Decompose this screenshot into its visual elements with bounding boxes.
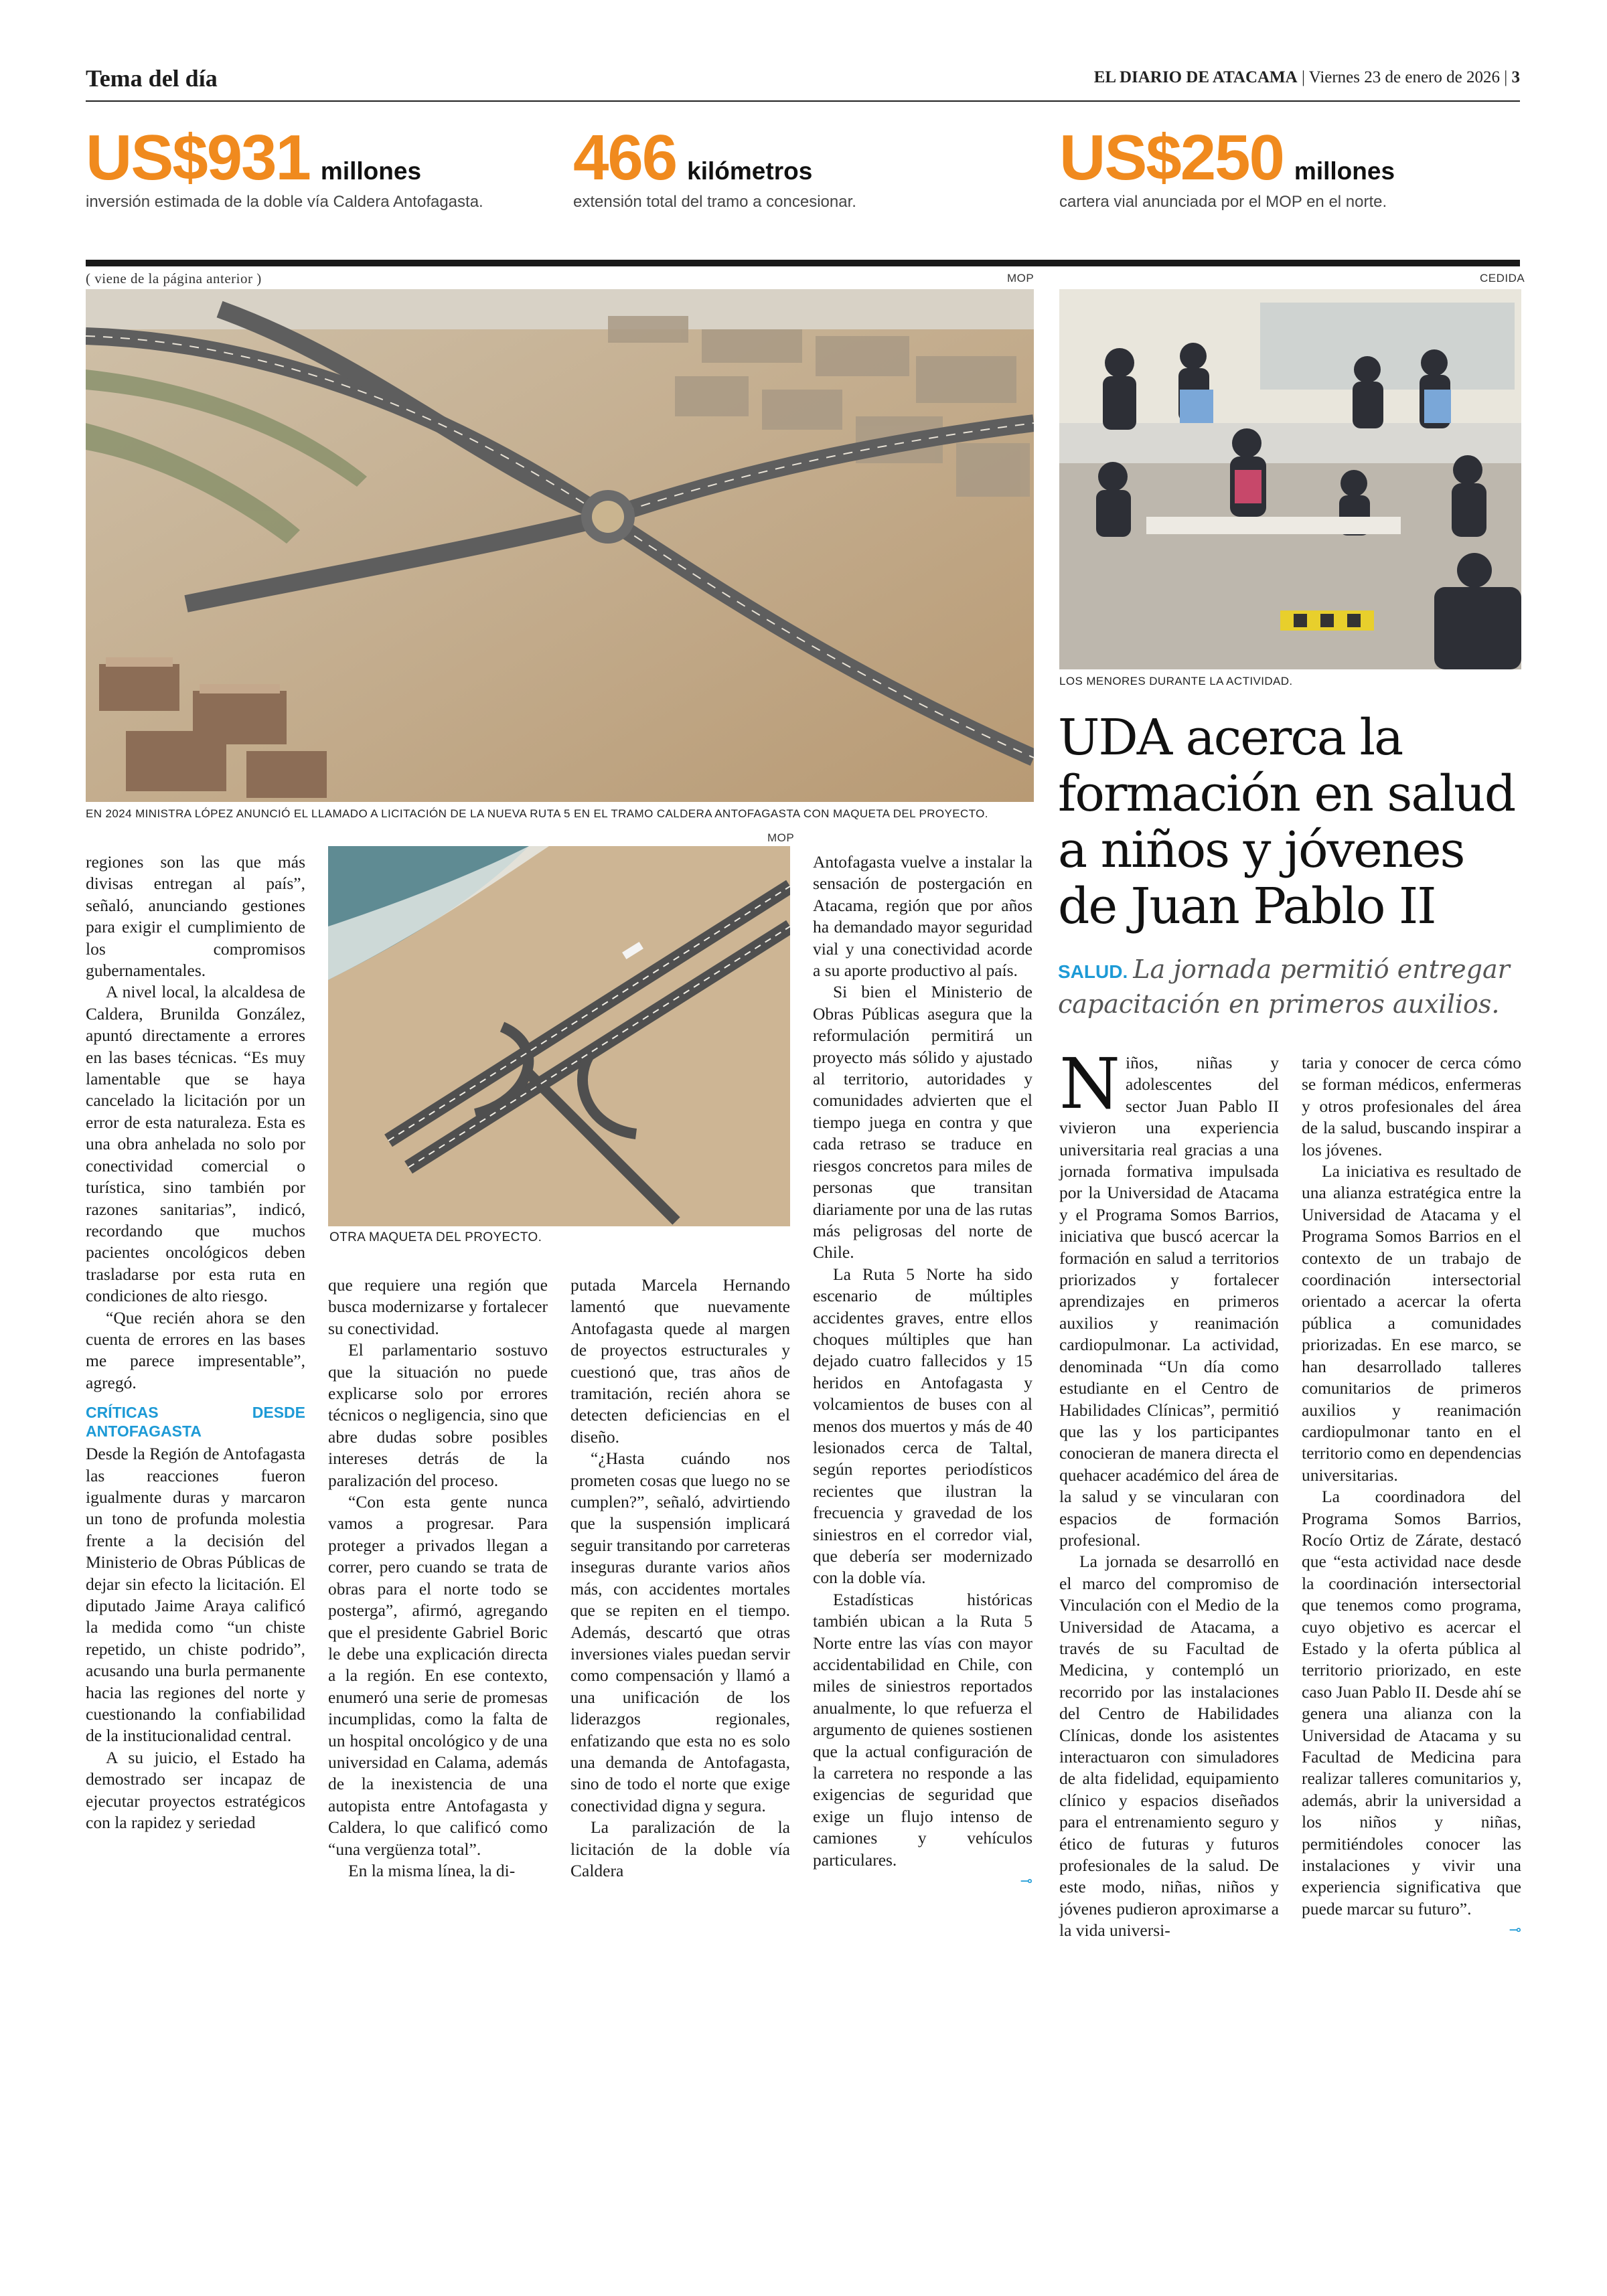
story1-subhead: CRÍTICAS DESDE ANTOFAGASTA (86, 1404, 305, 1441)
paragraph: Si bien el Ministerio de Obras Públicas asegura que la reformulación permitirá un proyecto más sólido y ajustado al territorio, autoridades y comunidades advierten que el tiempo juega en contra y que cada retraso se traduce en riesgos concretos para miles de personas que transitan diariamente por una de las rutas más peligrosas del norte de Chile. (813, 982, 1032, 1262)
stat-description: inversión estimada de la doble vía Caldera Antofagasta. (86, 193, 483, 211)
stat-distance (573, 122, 856, 212)
end-mark-icon: ⊸ (1509, 1922, 1521, 1939)
paragraph: iños, niñas y adolescentes del sector Juan Pablo II vivieron una experiencia universitaria real gracias a una jornada formativa impulsada por la Universidad de Atacama y el Programa Somos Barrios, iniciativa que buscó acercar la formación en salud a territorios priorizados y fortalecer aprendizajes en primeros auxilios y reanimación cardiopulmonar. La actividad, denominada “Un día como estudiante en el Centro de Habilidades Clínicas”, permitió que las y los participantes conocieran de manera directa el quehacer académico del área de la salud y se vincularan con espacios de formación profesional. (1059, 1053, 1279, 1550)
uda-kicker (1058, 953, 1527, 1020)
stat-investment (86, 122, 483, 212)
highway-model-photo (328, 846, 790, 1226)
photo-credit: MOP (1007, 272, 1035, 284)
story1-column-3 (570, 1275, 790, 1882)
paragraph: La coordinadora del Programa Somos Barrios, Rocío Ortiz de Zárate, destacó que “esta actividad nace desde la coordinación intersectorial que tenemos como programa, cuyo objetivo es acercar el Estado y la oferta pública al territorio priorizado, en este caso Juan Pablo II. Desde ahí se genera una alianza con la Universidad de Atacama y su Facultad de Medicina para realizar talleres comunitarios y, además, abrir la universidad a los niños y niñas, permitiéndoles conocer las instalaciones y vivir una experiencia significativa que puede marcar su futuro”. (1302, 1487, 1521, 1918)
section-rule (86, 260, 1520, 266)
stat-value: 466 (573, 122, 677, 193)
main-photo-caption: EN 2024 MINISTRA LÓPEZ ANUNCIÓ EL LLAMADO A LICITACIÓN DE LA NUEVA RUTA 5 EN EL TRAMO CALDERA ANTOFAGASTA CON MAQUETA DEL PROYECTO. (86, 807, 988, 820)
section-tag: SALUD. (1058, 961, 1128, 982)
drop-cap: N (1059, 1043, 1120, 1125)
page-number: 3 (1511, 68, 1520, 86)
paragraph: La paralización de la licitación de la doble vía Caldera (570, 1817, 790, 1880)
paragraph: regiones son las que más divisas entregan al país”, señaló, anunciando gestiones para exigir el cumplimiento de los compromisos gubernamentales. (86, 852, 305, 981)
stat-description: extensión total del tramo a concesionar. (573, 193, 856, 211)
stat-description: cartera vial anunciada por el MOP en el norte. (1059, 193, 1387, 211)
story2-column-1 (1059, 1043, 1279, 1942)
story1-column-1 (86, 851, 305, 1833)
classroom-photo (1059, 289, 1521, 669)
paragraph: A nivel local, la alcaldesa de Caldera, Brunilda González, apuntó directamente a errores en las bases técnicas. “Es muy lamentable que se haya cancelado la licitación por un error de esta naturaleza. Esta es una obra anhelada no solo por conectividad comercial o turística, sino también por razones sanitarias”, indicó, recordando que muchos pacientes oncológicos deben trasladarse por esta ruta en condiciones de alto riesgo. (86, 982, 305, 1306)
story2-column-2 (1302, 1052, 1521, 1942)
paragraph: La jornada se desarrolló en el marco del compromiso de Vinculación con el Medio de la Universidad de Atacama, a través de su Facultad de Medicina, y contempló un recorrido por las instalaciones del Centro de Habilidades Clínicas, donde los asistentes interactuaron con simuladores de alta fidelidad, equipamiento clínico y espacios diseñados para el entrenamiento seguro y ético de futuras y futuros profesionales de la salud. De este modo, niñas, niños y jóvenes pudieron aproximarse a la vida universi- (1059, 1552, 1279, 1941)
end-mark-icon: ⊸ (1020, 1873, 1032, 1890)
paragraph: que requiere una región que busca modernizarse y fortalecer su conectividad. (328, 1275, 548, 1338)
photo-credit: MOP (767, 831, 795, 844)
stat-unit: kilómetros (687, 157, 813, 185)
story1-column-2 (328, 1275, 548, 1882)
paragraph: “¿Hasta cuándo nos prometen cosas que luego no se cumplen?”, señaló, advirtiendo que la suspensión implicará seguir transitando por carreteras inseguras durante varios años más, con accidentes mortales que se repiten en el tiempo. Además, descartó que otras inversiones viales puedan servir como compensación y llamó a una unificación de los liderazgos regionales, enfatizando que esta no es solo una demanda de Antofagasta, sino de todo el norte que exige conectividad digna y segura. (570, 1449, 790, 1815)
stat-portfolio (1059, 122, 1395, 212)
paragraph: “Con esta gente nunca vamos a progresar. Para proteger a privados llegan a correr, pero cuando se trata de obras para el norte todo se posterga”, afirmó, agregando que el presidente Gabriel Boric le debe una explicación directa a la región. En ese contexto, enumeró una serie de promesas incumplidas, como la falta de un hospital oncológico y de una universidad en Calama, además de la inexistencia de una autopista entre Antofagasta y Caldera, lo que calificó como “una vergüenza total”. (328, 1492, 548, 1859)
stat-value: US$250 (1059, 122, 1284, 193)
masthead: EL DIARIO DE ATACAMA | Viernes 23 de enero de 2026 | 3 (1093, 68, 1520, 86)
story1-column-4 (813, 851, 1032, 1893)
paragraph: A su juicio, el Estado ha demostrado ser incapaz de ejecutar proyectos estratégicos con la rapidez y seriedad (86, 1747, 305, 1833)
paragraph: La iniciativa es resultado de una alianza estratégica entre la Universidad de Atacama y el Programa Somos Barrios en el contexto de un trabajo de coordinación intersectorial orientado a acercar la oferta pública a comunidades priorizadas. En ese marco, se han desarrollado talleres comunitarios de primeros auxilios y reanimación cardiopulmonar tanto en el territorio como en dependencias universitarias. (1302, 1161, 1521, 1485)
header-rule (86, 100, 1520, 102)
paragraph: putada Marcela Hernando lamentó que nuevamente Antofagasta quede al margen de proyectos estructurales y cuestionó que, tras años de tramitación, recién ahora se detecten deficiencias en el diseño. (570, 1275, 790, 1447)
second-photo-caption: OTRA MAQUETA DEL PROYECTO. (329, 1230, 542, 1244)
section-title: Tema del día (86, 65, 218, 92)
photo-credit: CEDIDA (1480, 272, 1525, 284)
paragraph: Estadísticas históricas también ubican a la Ruta 5 Norte entre las vías con mayor accidentabilidad en Chile, con miles de siniestros reportados anualmente, lo que refuerza el argumento de quienes sostienen que la actual configuración de la carretera no responde a las exigencias de seguridad que exige un flujo intenso de camiones y vehículos particulares. (813, 1589, 1032, 1870)
stat-value: US$931 (86, 122, 310, 193)
uda-headline: UDA acerca la formación en salud a niños y jóvenes de Juan Pablo II (1058, 709, 1515, 935)
paragraph: El parlamentario sostuvo que la situación no puede explicarse solo por errores técnicos o negligencia, sino que abre dudas sobre posibles intereses detrás de la paralización del proceso. (328, 1340, 548, 1490)
stat-unit: millones (1294, 157, 1395, 185)
continued-note: ( viene de la página anterior ) (86, 270, 262, 286)
paragraph: taria y conocer de cerca cómo se forman médicos, enfermeras y otros profesionales del área de la salud, buscando inspirar a los jóvenes. (1302, 1053, 1521, 1159)
paragraph: Desde la Región de Antofagasta las reacciones fueron igualmente duras y marcaron un tono de profunda molestia frente a la decisión del Ministerio de Obras Públicas de dejar sin efecto la licitación. El diputado Jaime Araya calificó la medida como “un chiste repetido, un chiste podrido”, acusando una burla permanente hacia las regiones del norte y cuestionando la confiabilidad de la institucionalidad central. (86, 1444, 305, 1746)
paragraph: Antofagasta vuelve a instalar la sensación de postergación en Atacama, región que por años ha demandado mayor seguridad vial y una conectividad acorde a su aporte productivo al país. (813, 852, 1032, 981)
issue-date: Viernes 23 de enero de 2026 (1308, 68, 1500, 86)
paragraph: “Que recién ahora se den cuenta de errores en las bases me parece impresentable”, agregó. (86, 1307, 305, 1392)
interchange-photo (86, 289, 1034, 802)
kicker-text: La jornada permitió entregar capacitación en primeros auxilios. (1058, 955, 1510, 1019)
stat-unit: millones (320, 157, 422, 185)
paragraph: La Ruta 5 Norte ha sido escenario de múltiples accidentes graves, entre ellos choques múltiples que han dejado cuatro fallecidos y 15 heridos en Antofagasta y volcamientos de buses con al menos dos muertos y más de 40 lesionados cerca de Taltal, según reportes periodísticos recientes que ilustran la frecuencia y gravedad de los siniestros en el corredor vial, que debería ser modernizado con la doble vía. (813, 1264, 1032, 1588)
paragraph: En la misma línea, la di- (348, 1860, 516, 1880)
paper-name: EL DIARIO DE ATACAMA (1093, 68, 1298, 86)
uda-photo-caption: LOS MENORES DURANTE LA ACTIVIDAD. (1059, 675, 1293, 687)
